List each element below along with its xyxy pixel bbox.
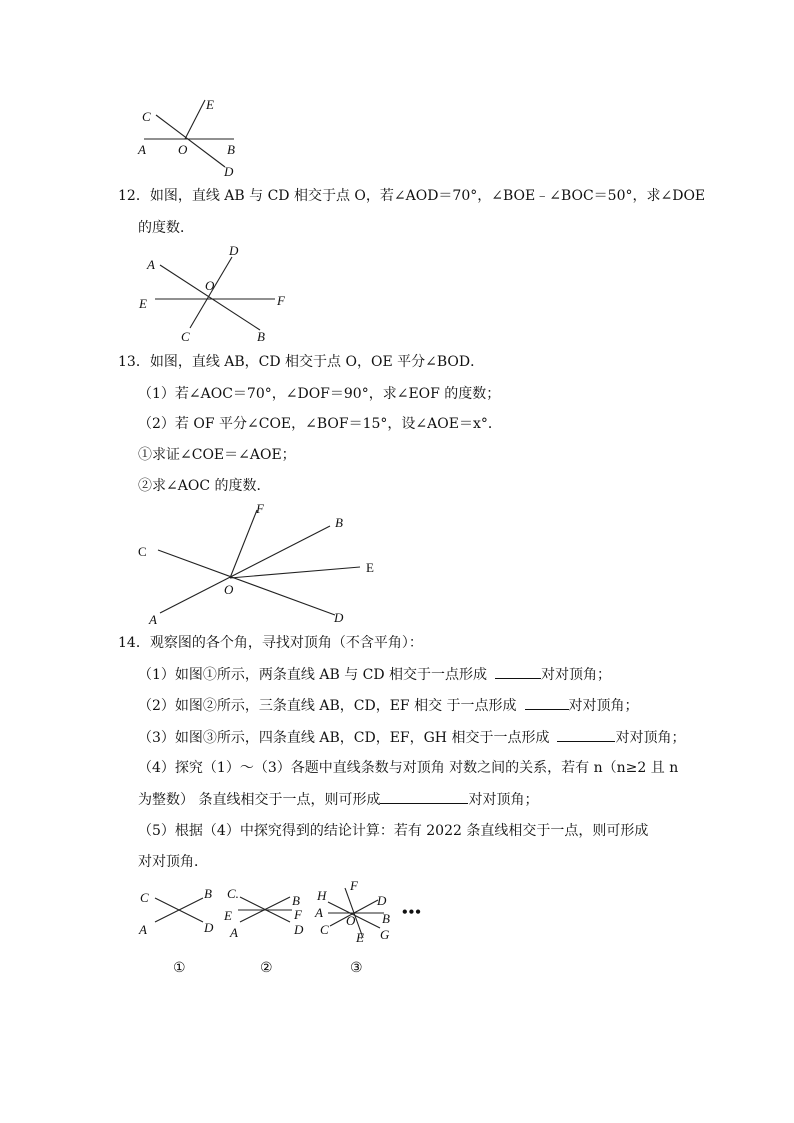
fig1-label-b: B	[204, 886, 212, 901]
fig3-label-a: A	[315, 905, 323, 920]
q13-line1: 13．如图，直线 AB，CD 相交于点 O，OE 平分∠BOD．	[118, 354, 485, 370]
label-f: F	[277, 293, 285, 308]
label-e: E	[206, 97, 214, 112]
q14-sub4-cont-text: 为整数） 条直线相交于一点，则可形成	[138, 792, 381, 808]
label-f: F	[256, 501, 264, 516]
label-c: C	[181, 329, 190, 344]
fig3-label-h: H	[317, 888, 327, 903]
figure-2	[223, 886, 304, 940]
label-b: B	[335, 515, 343, 530]
line-cd	[156, 115, 225, 167]
q14-sub4: （4）探究（1）～（3）各题中直线条数与对顶角 对数之间的关系，若有 n（n≥2 且 n	[138, 760, 679, 776]
answer-blank-2[interactable]	[525, 695, 569, 710]
fig2-label-e: E	[224, 908, 232, 923]
fig3-label-f: F	[350, 878, 358, 893]
fig3-label-c: C	[320, 922, 329, 937]
fig2-label-c: C.	[227, 886, 239, 901]
caption-2: ②	[260, 961, 273, 976]
figure-q14	[130, 880, 450, 980]
ray-oe	[185, 100, 205, 139]
answer-blank-4[interactable]	[380, 789, 468, 804]
label-b: B	[227, 142, 235, 157]
q14-sub5-cont: 对对顶角．	[138, 854, 208, 870]
q14-sub2-tail: 对对顶角；	[568, 698, 639, 714]
label-c: C	[142, 109, 151, 124]
figure-q13	[130, 500, 390, 630]
caption-1: ①	[173, 961, 186, 976]
label-o: O	[205, 278, 215, 293]
q14-sub2-text: （2）如图②所示，三条直线 AB，CD，EF 相交 于一点形成	[138, 698, 517, 714]
fig3-label-o: O	[346, 913, 356, 928]
line-cd	[158, 550, 335, 615]
q14-sub3-tail: 对对顶角；	[615, 730, 686, 746]
label-d: D	[224, 164, 234, 179]
fig2-label-b: B	[292, 893, 300, 908]
answer-blank-3[interactable]	[557, 727, 615, 742]
q12-line2: 的度数．	[138, 220, 194, 236]
fig2-label-d: D	[294, 922, 304, 937]
fig3-label-d: D	[377, 893, 387, 908]
label-b: B	[257, 329, 265, 344]
figure-q12	[135, 240, 295, 345]
label-a: A	[138, 142, 146, 157]
q14-sub1-text: （1）如图①所示，两条直线 AB 与 CD 相交于一点形成	[138, 667, 488, 683]
fig1-label-c: C	[140, 890, 149, 905]
q14-sub4-cont	[138, 789, 538, 810]
line-ab	[160, 265, 260, 330]
label-c: C	[138, 544, 147, 559]
ray-of	[230, 510, 257, 578]
label-o: O	[178, 142, 188, 157]
fig3-label-g: G	[380, 927, 390, 942]
q13-line4: ①求证∠COE＝∠AOE；	[138, 447, 296, 463]
q14-sub4-cont-tail: 对对顶角；	[468, 792, 539, 808]
q13-line5: ②求∠AOC 的度数．	[138, 478, 271, 494]
answer-blank-1[interactable]	[495, 664, 541, 679]
q13-line3: （2）若 OF 平分∠COE，∠BOF＝15°，设∠AOE＝x°．	[138, 416, 502, 432]
ray-oe	[230, 567, 360, 578]
q14-line1: 14．观察图的各个角，寻找对顶角（不含平角）：	[118, 635, 423, 651]
q14-sub3-text: （3）如图③所示，四条直线 AB，CD，EF，GH 相交于一点形成	[138, 730, 550, 746]
q14-sub2	[138, 695, 639, 716]
label-e: E	[139, 296, 147, 311]
label-d: D	[229, 243, 239, 258]
label-o: O	[224, 582, 234, 597]
q14-sub1	[138, 664, 611, 685]
figure-3	[314, 878, 390, 945]
fig2-label-f: F	[294, 907, 302, 922]
q12-line1: 12．如图，直线 AB 与 CD 相交于点 O，若∠AOD＝70°，∠BOE﹣∠BOC＝50°，求∠DOE	[118, 188, 706, 204]
label-a: A	[149, 612, 157, 627]
figure-1	[138, 886, 214, 937]
caption-3: ③	[350, 961, 363, 976]
q13-line2: （1）若∠AOC＝70°，∠DOF＝90°，求∠EOF 的度数；	[138, 386, 501, 402]
ellipsis: •••	[402, 904, 422, 921]
label-d: D	[334, 610, 344, 625]
q14-sub3	[138, 727, 685, 748]
fig2-label-a: A	[230, 925, 238, 940]
q14-sub1-tail: 对对顶角；	[541, 667, 612, 683]
fig3-label-e: E	[356, 930, 364, 945]
label-a: A	[147, 257, 155, 272]
fig1-label-d: D	[204, 920, 214, 935]
figure-q11	[130, 95, 250, 180]
label-e: E	[366, 560, 374, 575]
fig3-label-b: B	[382, 911, 390, 926]
fig1-label-a: A	[139, 922, 147, 937]
q14-sub5: （5）根据（4）中探究得到的结论计算：若有 2022 条直线相交于一点，则可形成	[138, 823, 649, 839]
